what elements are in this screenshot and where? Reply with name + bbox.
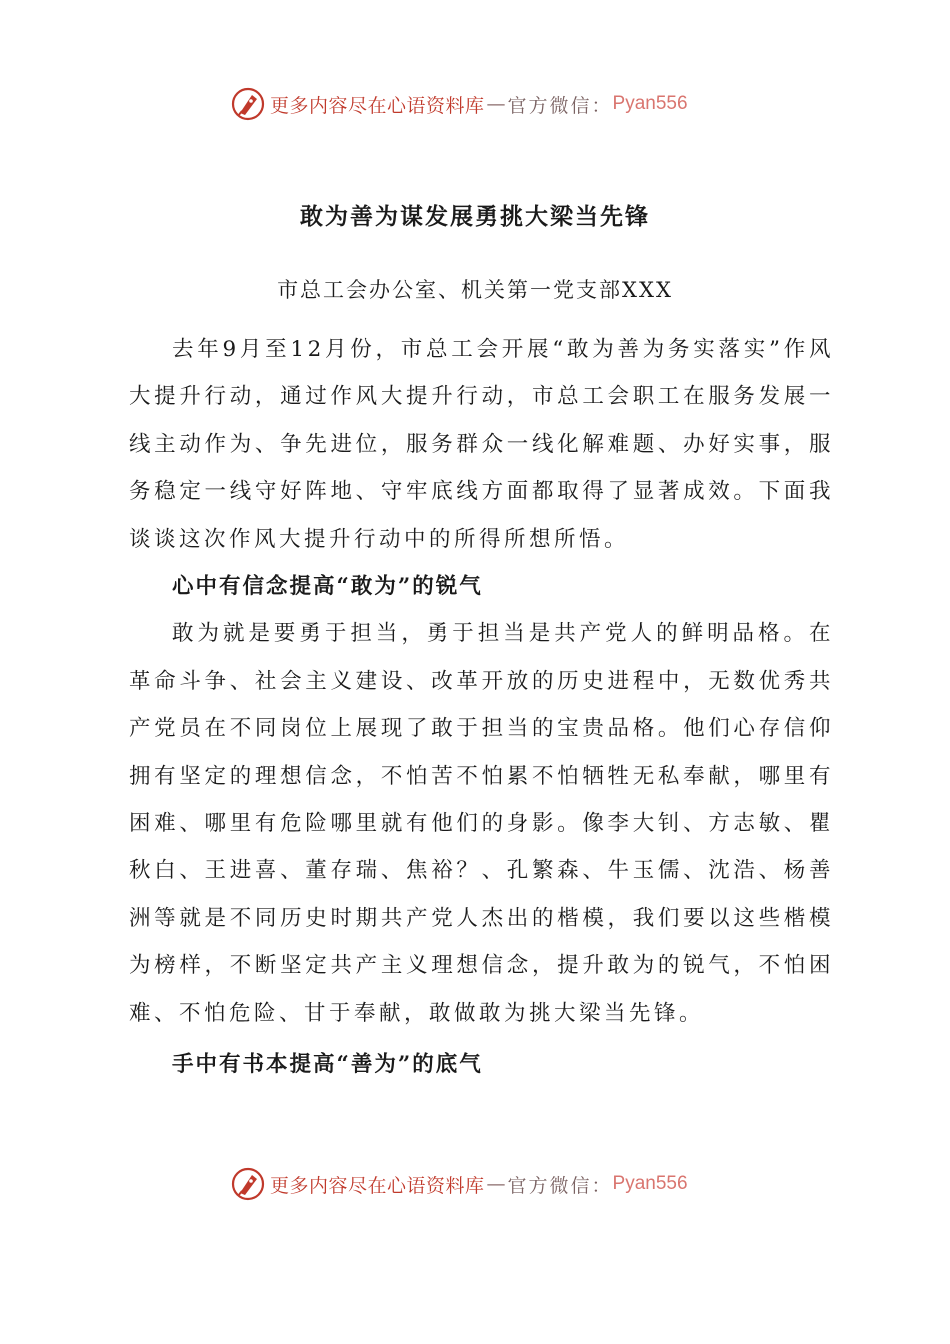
banner-brand-text: 更多内容尽在心语资料库 <box>270 1174 485 1197</box>
banner-wechat-id: Pyan556 <box>612 1173 688 1194</box>
banner-brand-text: 更多内容尽在心语资料库 <box>270 94 485 117</box>
footer-banner <box>230 1164 750 1204</box>
header-banner <box>230 84 750 124</box>
document-title: 敢为善为谋发展勇挑大梁当先锋 <box>300 203 650 230</box>
banner-wechat-label: 官方微信： <box>507 94 613 117</box>
pen-nib-logo-icon <box>230 1166 266 1202</box>
intro-paragraph: 去年9月至12月份，市总工会开展“敢为善为务实落实”作风大提升行动，通过作风大提升行动，市总工会职工在服务发展一线主动作为、争先进位，服务群众一线化解难题、办好实事，服务稳定一线守好阵地、守牢底线方面都取得了显著成效。下面我谈谈这次作风大提升行动中的所得所想所悟。 <box>129 337 834 552</box>
section-1-paragraph: 敢为就是要勇于担当，勇于担当是共产党人的鲜明品格。在革命斗争、社会主义建设、改革开放的历史进程中，无数优秀共产党员在不同岗位上展现了敢于担当的宝贵品格。他们心存信仰拥有坚定的理想信念，不怕苦不怕累不怕牺牲无私奉献，哪里有困难、哪里有危险哪里就有他们的身影。像李大钊、方志敏、瞿秋白、王进喜、董存瑞、焦裕？、孔繁森、牛玉儒、沈浩、杨善洲等就是不同历史时期共产党人杰出的楷模，我们要以这些楷模为榜样，不断坚定共产主义理想信念，提升敢为的锐气，不怕困难、不怕危险、甘于奉献，敢做敢为挑大梁当先锋。 <box>129 621 834 1026</box>
banner-wechat-label: 官方微信： <box>507 1174 613 1197</box>
section-heading-2: 手中有书本提高“善为”的底气 <box>172 1052 483 1078</box>
document-body <box>129 326 834 1089</box>
section-heading-1: 心中有信念提高“敢为”的锐气 <box>172 574 483 600</box>
pen-nib-logo-icon <box>230 86 266 122</box>
banner-dash: — <box>486 1173 506 1195</box>
document-author: 市总工会办公室、机关第一党支部XXX <box>277 278 673 302</box>
banner-dash: — <box>486 93 506 115</box>
banner-wechat-id: Pyan556 <box>612 93 688 114</box>
